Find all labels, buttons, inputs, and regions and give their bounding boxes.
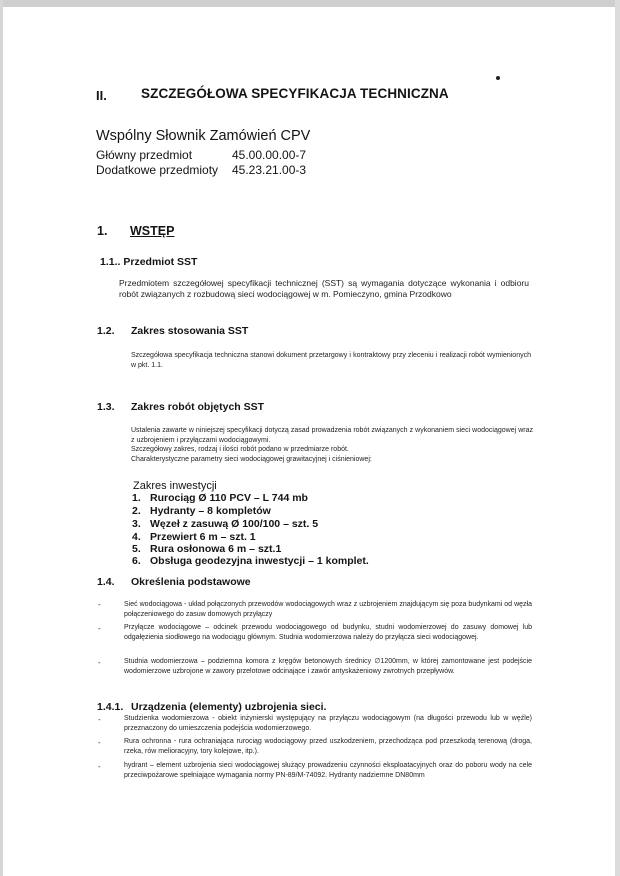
bullet-marker: - bbox=[98, 738, 101, 747]
subsection-1-4-title: Określenia podstawowe bbox=[131, 576, 251, 588]
definition-item: Studnia wodomierzowa – podziemna komora z kręgów betonowych średnicy ∅1200mm, w której zamontowane jest podejście wodomierzowe uzbrojone w zawory przelotowe odcinające i zawór antyskażeniowy zwrotnych przepływów. bbox=[124, 658, 532, 675]
subsection-1-2-title: Zakres stosowania SST bbox=[131, 325, 249, 337]
cpv-row-additional bbox=[96, 163, 307, 177]
paragraph-line: Szczegółowy zakres, rodzaj i ilości robót podano w przedmiarze robót. bbox=[131, 446, 349, 453]
cpv-value: 45.23.21.00-3 bbox=[232, 163, 307, 177]
subsection-1-1-text: Przedmiotem szczegółowej specyfikacji technicznej (SST) są wymagania dotyczące wykonania i odbioru robót związanych z rozbudową sieci wodociągowej w m. Pomieczyno, gmina Przodkowo bbox=[119, 278, 529, 299]
scan-speck bbox=[496, 76, 500, 80]
equipment-item: Rura ochronna - rura ochraniająca rurociąg wodociągowy przed uszkodzeniem, przechodząca pod przeszkodą terenową (droga, rzeka, rów melioracyjny, tory kolejowe, itp.). bbox=[124, 738, 532, 755]
scan-edge-top bbox=[0, 0, 620, 7]
document-title: SZCZEGÓŁOWA SPECYFIKACJA TECHNICZNA bbox=[141, 86, 449, 101]
investment-item: 3. Węzeł z zasuwą Ø 100/100 – szt. 5 bbox=[132, 518, 319, 530]
bullet-marker: - bbox=[98, 658, 101, 667]
bullet-marker: - bbox=[98, 600, 101, 609]
paragraph-line: Charakterystyczne parametry sieci wodociągowej grawitacyjnej i ciśnieniowej: bbox=[131, 455, 372, 463]
section-roman-number: II. bbox=[96, 88, 107, 103]
bullet-marker: - bbox=[98, 624, 101, 633]
bullet-marker: - bbox=[98, 762, 101, 771]
cpv-label: Główny przedmiot bbox=[96, 148, 193, 162]
cpv-label: Dodatkowe przedmioty bbox=[96, 163, 219, 177]
scan-edge-left bbox=[0, 0, 3, 876]
investment-item: 6. Obsługa geodezyjna inwestycji – 1 komplet. bbox=[132, 555, 369, 567]
subsection-1-4-1-number: 1.4.1. bbox=[97, 701, 124, 713]
subsection-number: 1.1.. bbox=[100, 256, 121, 268]
investment-item: 5. Rura osłonowa 6 m – szt.1 bbox=[132, 543, 282, 555]
subsection-1-3-title: Zakres robót objętych SST bbox=[131, 401, 265, 413]
subsection-1-2-number: 1.2. bbox=[97, 325, 115, 337]
bullet-marker: - bbox=[98, 715, 101, 724]
subsection-1-3-text bbox=[131, 426, 533, 464]
cpv-row-main bbox=[96, 148, 307, 162]
section-1-title: WSTĘP bbox=[130, 224, 175, 238]
subsection-1-4-1-title: Urządzenia (elementy) uzbrojenia sieci. bbox=[131, 701, 327, 713]
investment-item: 1. Rurociąg Ø 110 PCV – L 744 mb bbox=[132, 492, 308, 504]
subsection-1-2-text: Szczegółowa specyfikacja techniczna stanowi dokument przetargowy i kontraktowy przy zleceniu i realizacji robót wymienionych w pkt. 1.1. bbox=[131, 352, 531, 369]
section-1-number: 1. bbox=[97, 224, 108, 238]
paragraph-line: Ustalenia zawarte w niniejszej specyfikacji dotyczą zasad prowadzenia robót związanych z wykonaniem sieci wodociągowej wraz z uzbrojeniem i przyłączami wodociągowymi. bbox=[131, 427, 533, 444]
scan-edge-right bbox=[615, 0, 620, 876]
equipment-item: hydrant – element uzbrojenia sieci wodociągowej służący prowadzeniu czynności eksploatacyjnych oraz do poboru wody na cele przeciwpożarowe spełniające wymagania normy PN-89/M-74092. Hydranty nadziemne DN80mm bbox=[124, 762, 532, 779]
investment-item: 2. Hydranty – 8 kompletów bbox=[132, 505, 271, 517]
subsection-1-4-number: 1.4. bbox=[97, 576, 115, 588]
definition-item: Przyłącze wodociągowe – odcinek przewodu wodociągowego od budynku, studni wodomierzowej do zasuwy domowej lub odgałęzienia siodłowego na wodociągu głównym. Studnia wodomierzowa należy do przyłącza sieci wodociągowej. bbox=[124, 624, 532, 641]
cpv-value: 45.00.00.00-7 bbox=[232, 148, 307, 162]
subsection-title: Przedmiot SST bbox=[123, 256, 198, 268]
subsection-1-3-number: 1.3. bbox=[97, 401, 115, 413]
investment-scope-label: Zakres inwestycji bbox=[133, 480, 217, 492]
cpv-title: Wspólny Słownik Zamówień CPV bbox=[96, 128, 311, 144]
definition-item: Sieć wodociągowa - układ połączonych przewodów wodociągowych wraz z uzbrojeniem znajdującym się poza budynkami od węzła połączeniowego do zasuw domowych przyłączy bbox=[124, 601, 532, 618]
equipment-item: Studzienka wodomierzowa - obiekt inżynierski występujący na przyłączu wodociągowym (na długości przewodu lub w węźle) przeznaczony do umieszczenia podejścia wodomierzowego. bbox=[124, 715, 532, 732]
investment-item: 4. Przewiert 6 m – szt. 1 bbox=[132, 531, 256, 543]
subsection-1-1-heading bbox=[100, 256, 197, 268]
